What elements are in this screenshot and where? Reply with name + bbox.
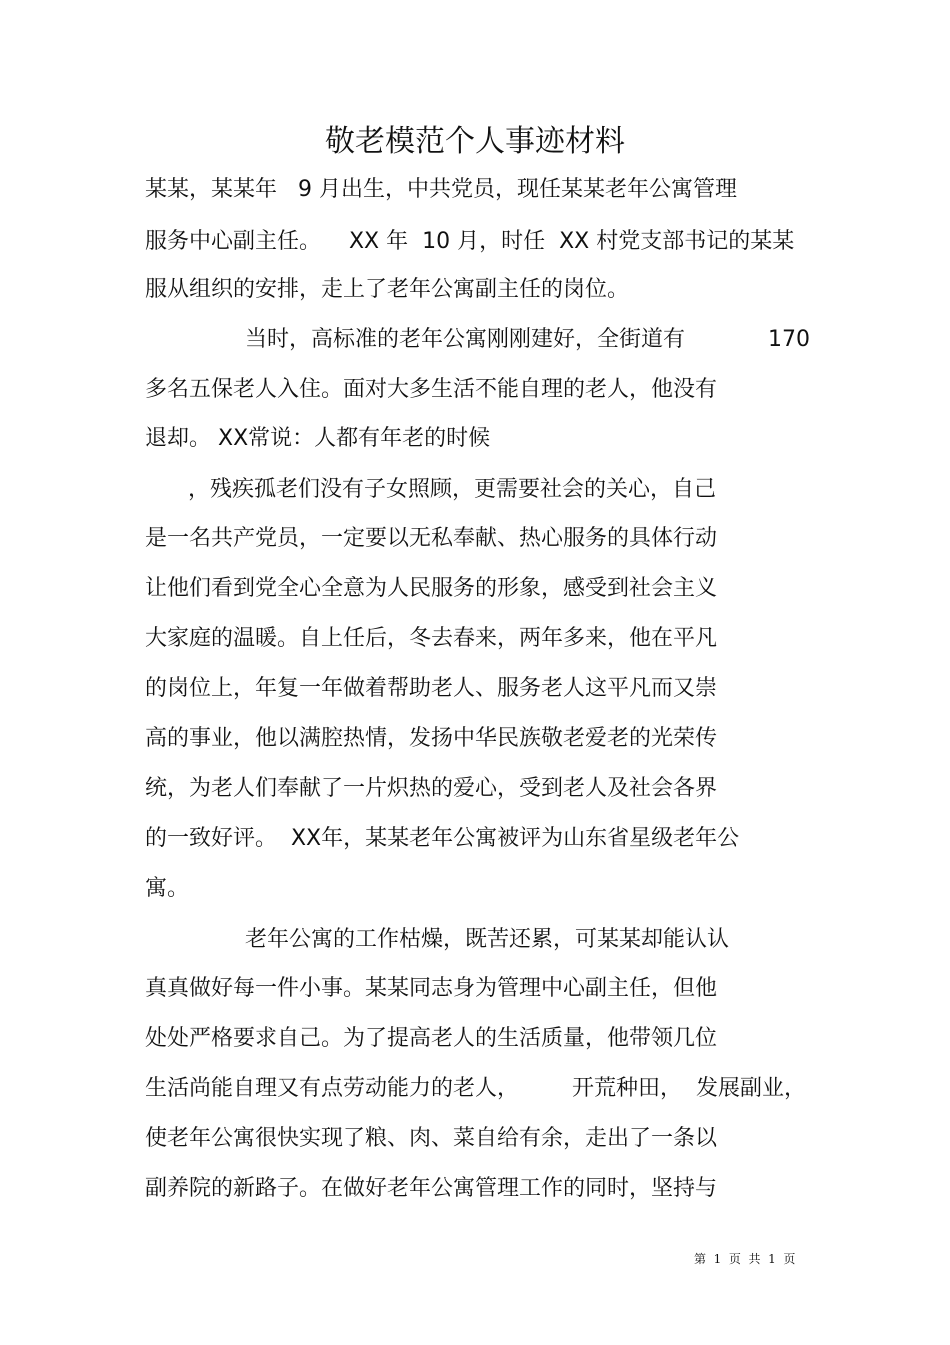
text-line: 让他们看到党全心全意为人民服务的形象，感受到社会主义 xyxy=(145,576,718,601)
document-title: 敬老模范个人事迹材料 xyxy=(325,124,625,159)
text-line: 的一致好评。 XX年，某某老年公寓被评为山东省星级老年公 xyxy=(145,826,740,851)
text-line: 是一名共产党员，一定要以无私奉献、热心服务的具体行动 xyxy=(145,526,718,551)
text-line: ，残疾孤老们没有子女照顾，更需要社会的关心，自己 xyxy=(188,477,717,502)
text-line: 使老年公寓很快实现了粮、肉、菜自给有余，走出了一条以 xyxy=(145,1126,718,1151)
text-line: 高的事业，他以满腔热情，发扬中华民族敬老爱老的光荣传 xyxy=(145,726,718,751)
text-line: 寓。 xyxy=(145,876,190,901)
text-line: 退却。 XX常说：人都有年老的时候 xyxy=(145,426,491,451)
text-line: 副养院的新路子。在做好老年公寓管理工作的同时，坚持与 xyxy=(145,1176,718,1201)
text-line: 大家庭的温暖。自上任后，冬去春来，两年多来，他在平凡 xyxy=(145,626,718,651)
page-footer: 第 1 页 共 1 页 xyxy=(694,1252,796,1266)
text-line: 开荒种田， 发展副业， xyxy=(572,1076,806,1101)
text-line: 处处严格要求自己。为了提高老人的生活质量，他带领几位 xyxy=(145,1026,718,1051)
text-line: 统，为老人们奉献了一片炽热的爱心，受到老人及社会各界 xyxy=(145,776,718,801)
text-line: 服从组织的安排，走上了老年公寓副主任的岗位。 xyxy=(145,277,630,302)
text-line: 多名五保老人入住。面对大多生活不能自理的老人，他没有 xyxy=(145,377,718,402)
text-line: 当时，高标准的老年公寓刚刚建好，全街道有 xyxy=(245,327,686,352)
text-line: 生活尚能自理又有点劳动能力的老人， xyxy=(145,1076,520,1101)
text-line: 的岗位上，年复一年做着帮助老人、服务老人这平凡而又崇 xyxy=(145,676,718,701)
text-line: 真真做好每一件小事。某某同志身为管理中心副主任，但他 xyxy=(145,976,718,1001)
text-line: 170 xyxy=(768,327,810,352)
text-line: 服务中心副主任。 XX 年 10 月，时任 XX 村党支部书记的某某 xyxy=(145,229,795,254)
text-line: 某某，某某年 9 月出生，中共党员，现任某某老年公寓管理 xyxy=(145,177,737,202)
text-line: 老年公寓的工作枯燥，既苦还累，可某某却能认认 xyxy=(245,927,730,952)
